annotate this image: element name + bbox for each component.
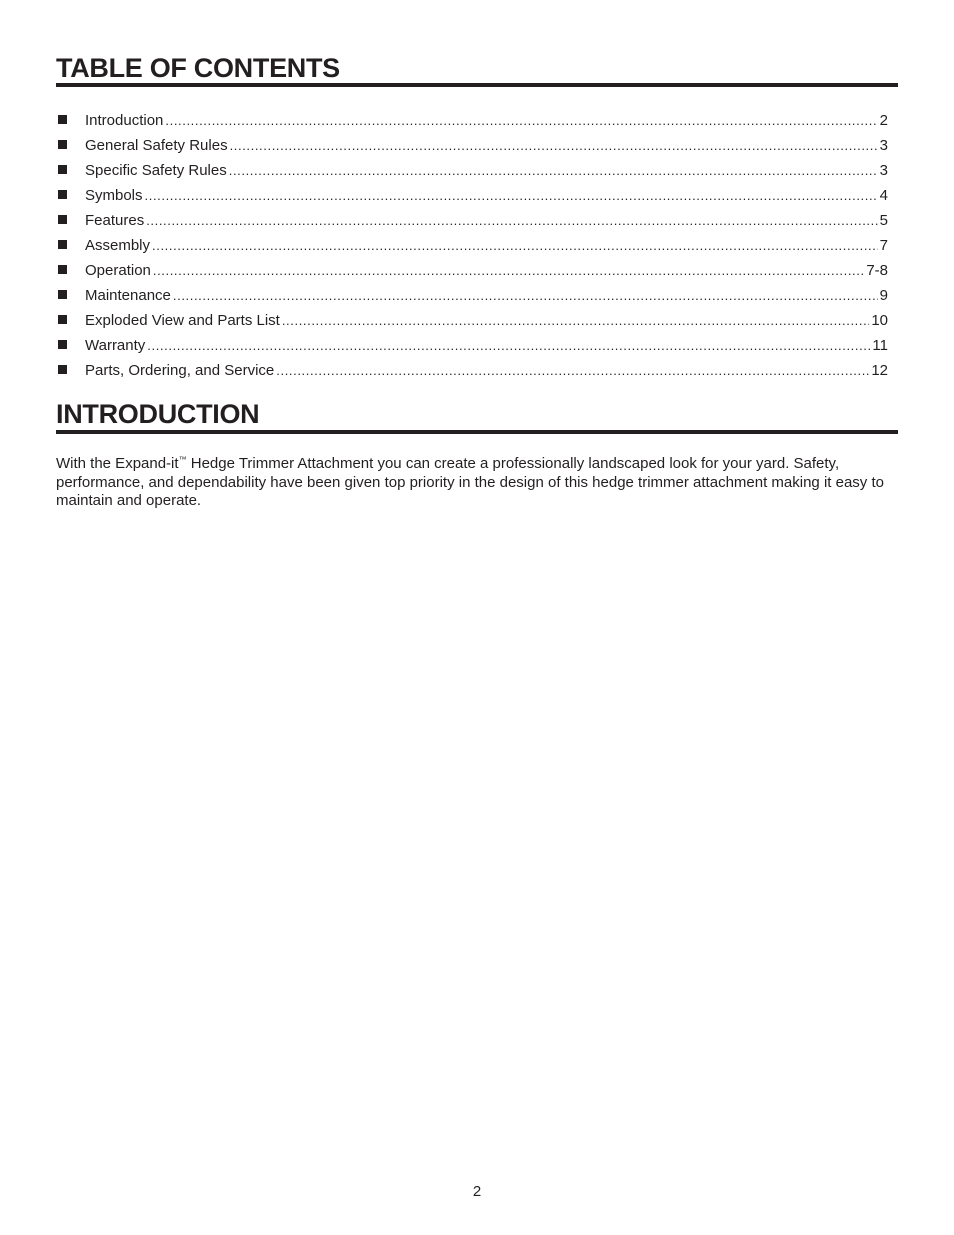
trademark-symbol: ™ <box>178 455 187 464</box>
toc-item-features[interactable] <box>56 208 888 233</box>
toc-item-label: Introduction <box>85 112 164 129</box>
toc-item-page: 11 <box>872 337 888 354</box>
toc-item-general-safety-rules[interactable] <box>56 133 888 158</box>
toc-item-page: 7-8 <box>866 262 888 279</box>
toc-item-page: 5 <box>879 212 888 229</box>
toc-item-page: 3 <box>879 162 888 179</box>
introduction-heading: INTRODUCTION <box>56 399 260 429</box>
toc-item-label: Parts, Ordering, and Service <box>85 362 275 379</box>
toc-item-specific-safety-rules[interactable] <box>56 158 888 183</box>
toc-dot-leader <box>282 308 869 333</box>
toc-dot-leader <box>147 333 870 358</box>
square-bullet-icon <box>58 290 67 299</box>
page-number: 2 <box>472 1183 482 1200</box>
toc-item-label: Exploded View and Parts List <box>85 312 280 329</box>
square-bullet-icon <box>58 190 67 199</box>
toc-item-parts-ordering-service[interactable] <box>56 358 888 383</box>
toc-item-introduction[interactable] <box>56 108 888 133</box>
intro-text-rest: Hedge Trimmer Attachment you can create a professionally landscaped look for your yard. Safety, performance, and dependability have been given top priority in the design of this hedge trimmer attachment making it easy to maintain and operate. <box>56 455 884 509</box>
toc-dot-leader <box>146 208 877 233</box>
toc-item-page: 3 <box>879 137 888 154</box>
toc-item-page: 10 <box>871 312 888 329</box>
toc-item-page: 2 <box>879 112 888 129</box>
square-bullet-icon <box>58 265 67 274</box>
toc-item-label: Maintenance <box>85 287 171 304</box>
toc-dot-leader <box>230 133 878 158</box>
toc-item-label: Operation <box>85 262 151 279</box>
toc-item-label: Specific Safety Rules <box>85 162 227 179</box>
toc-item-symbols[interactable] <box>56 183 888 208</box>
toc-item-label: Warranty <box>85 337 146 354</box>
square-bullet-icon <box>58 165 67 174</box>
toc-item-label: General Safety Rules <box>85 137 228 154</box>
toc-item-label: Features <box>85 212 145 229</box>
toc-dot-leader <box>173 283 878 308</box>
toc-item-exploded-view[interactable] <box>56 308 888 333</box>
toc-item-page: 9 <box>879 287 888 304</box>
toc-item-assembly[interactable] <box>56 233 888 258</box>
toc-item-page: 4 <box>879 187 888 204</box>
square-bullet-icon <box>58 340 67 349</box>
toc-dot-leader <box>276 358 869 383</box>
introduction-paragraph <box>56 451 898 511</box>
square-bullet-icon <box>58 215 67 224</box>
toc-item-maintenance[interactable] <box>56 283 888 308</box>
toc-item-page: 12 <box>871 362 888 379</box>
toc-dot-leader <box>165 108 877 133</box>
toc-item-label: Assembly <box>85 237 151 254</box>
intro-text-start: With the Expand-it <box>56 455 179 472</box>
toc-dot-leader <box>229 158 878 183</box>
toc-dot-leader <box>153 258 864 283</box>
toc-heading-rule <box>56 83 898 87</box>
introduction-heading-rule <box>56 430 898 434</box>
toc-list <box>56 108 888 383</box>
square-bullet-icon <box>58 365 67 374</box>
square-bullet-icon <box>58 315 67 324</box>
square-bullet-icon <box>58 240 67 249</box>
toc-item-warranty[interactable] <box>56 333 888 358</box>
toc-heading: TABLE OF CONTENTS <box>56 53 340 83</box>
toc-item-page: 7 <box>879 237 888 254</box>
toc-item-label: Symbols <box>85 187 143 204</box>
toc-item-operation[interactable] <box>56 258 888 283</box>
square-bullet-icon <box>58 115 67 124</box>
square-bullet-icon <box>58 140 67 149</box>
toc-dot-leader <box>152 233 878 258</box>
toc-dot-leader <box>145 183 878 208</box>
